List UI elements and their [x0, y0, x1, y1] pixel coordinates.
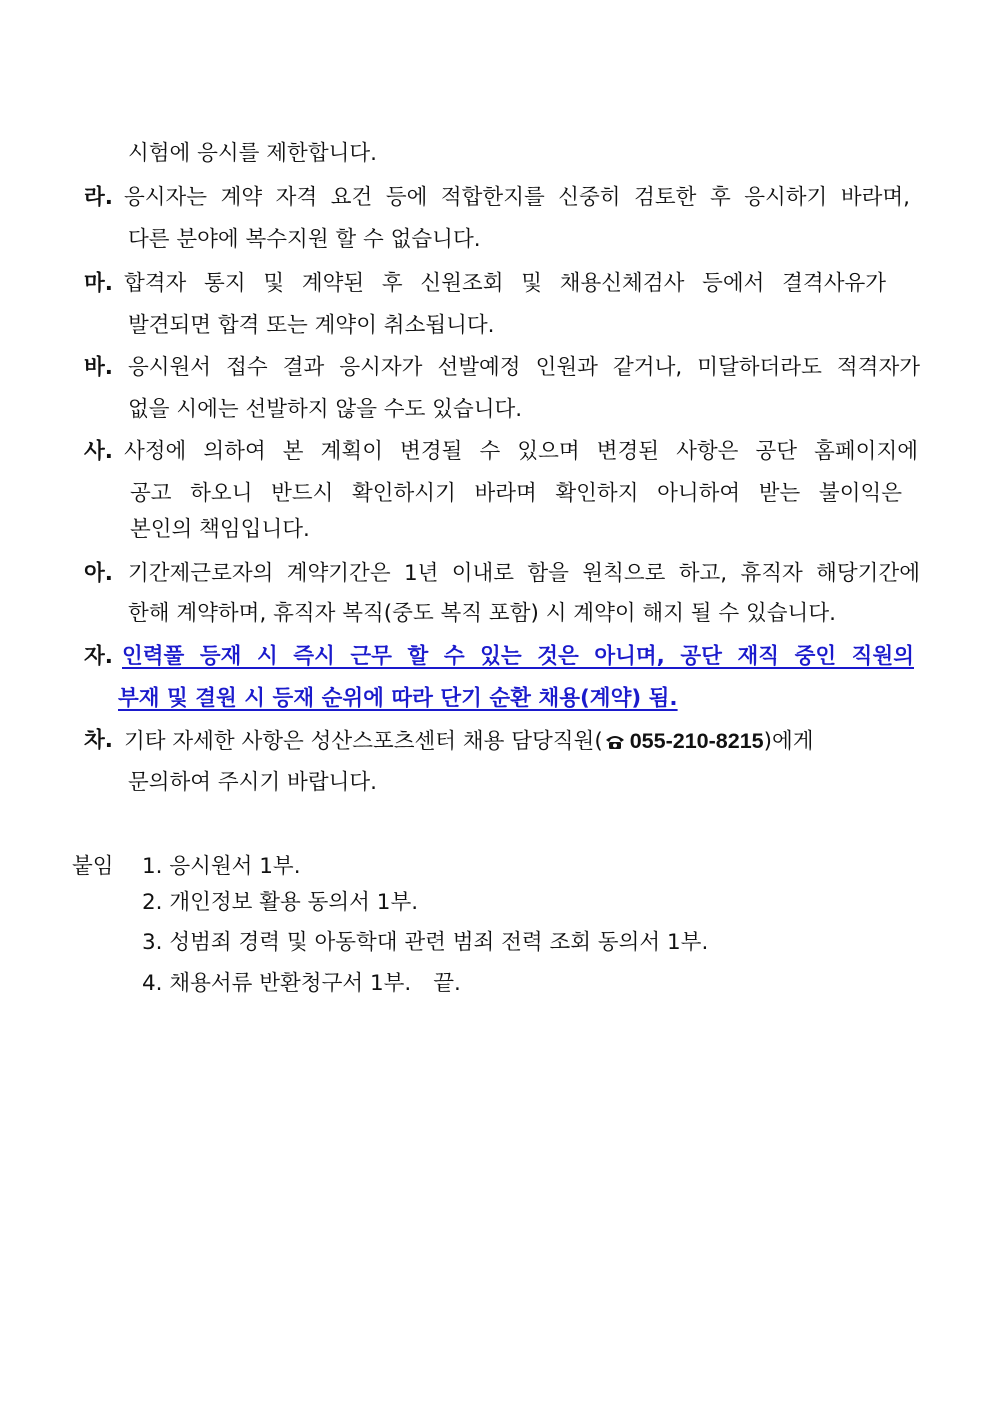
item-marker-sa: 사. [84, 439, 113, 464]
item-cha-text-after: )에게 [763, 729, 814, 754]
attachment-item-2: 2. 개인정보 활용 동의서 1부. [142, 890, 419, 915]
item-marker-a: 아. [84, 561, 113, 586]
attachment-item-3: 3. 성범죄 경력 및 아동학대 관련 범죄 전력 조회 동의서 1부. [142, 930, 709, 955]
item-marker-ja: 자. [84, 644, 113, 669]
item-cha-line-2: 문의하여 주시기 바랍니다. [128, 770, 377, 795]
item-ja-line-2: 부재 및 결원 시 등재 순위에 따라 단기 순환 채용(계약) 됨. [118, 686, 678, 711]
item-ba-line-2: 없을 시에는 선발하지 않을 수도 있습니다. [128, 397, 523, 422]
item-sa-line-1: 사정에 의하여 본 계획이 변경될 수 있으며 변경된 사항은 공단 홈페이지에 [124, 439, 918, 464]
telephone-icon [604, 731, 626, 759]
attachment-item-4-text: 4. 채용서류 반환청구서 1부. [142, 971, 412, 996]
item-cha-line-1 [124, 727, 814, 759]
item-a-line-1: 기간제근로자의 계약기간은 1년 이내로 함을 원칙으로 하고, 휴직자 해당기간에 [128, 561, 920, 586]
item-ra-line-1: 응시자는 계약 자격 요건 등에 적합한지를 신중히 검토한 후 응시하기 바라며, [124, 185, 910, 210]
attachment-item-4 [142, 970, 461, 998]
item-cha-text-before: 기타 자세한 사항은 성산스포츠센터 채용 담당직원( [124, 729, 603, 754]
item-marker-ma: 마. [84, 271, 113, 296]
item-ma-line-1: 합격자 통지 및 계약된 후 신원조회 및 채용신체검사 등에서 결격사유가 [124, 271, 886, 296]
end-mark: 끝. [433, 971, 461, 996]
item-ra-line-2: 다른 분야에 복수지원 할 수 없습니다. [128, 227, 481, 252]
item-sa-line-2: 공고 하오니 반드시 확인하시기 바라며 확인하지 아니하여 받는 불이익은 [130, 481, 902, 506]
item-marker-cha: 차. [84, 728, 113, 753]
item-ma-line-2: 발견되면 합격 또는 계약이 취소됩니다. [128, 313, 495, 338]
item-continued-line: 시험에 응시를 제한합니다. [128, 141, 377, 166]
item-sa-line-3: 본인의 책임입니다. [130, 517, 310, 542]
item-ja-line-1: 인력풀 등재 시 즉시 근무 할 수 있는 것은 아니며, 공단 재직 중인 직원의 [122, 644, 914, 669]
item-ba-line-1: 응시원서 접수 결과 응시자가 선발예정 인원과 같거나, 미달하더라도 적격자가 [128, 355, 920, 380]
attachments-label: 붙임 [72, 854, 114, 879]
item-marker-ba: 바. [84, 355, 113, 380]
item-marker-ra: 라. [84, 185, 113, 210]
attachment-item-1: 1. 응시원서 1부. [142, 854, 301, 879]
phone-number: 055-210-8215 [629, 729, 764, 753]
item-a-line-2: 한해 계약하며, 휴직자 복직(중도 복직 포함) 시 계약이 해지 될 수 있습니다. [128, 601, 836, 626]
